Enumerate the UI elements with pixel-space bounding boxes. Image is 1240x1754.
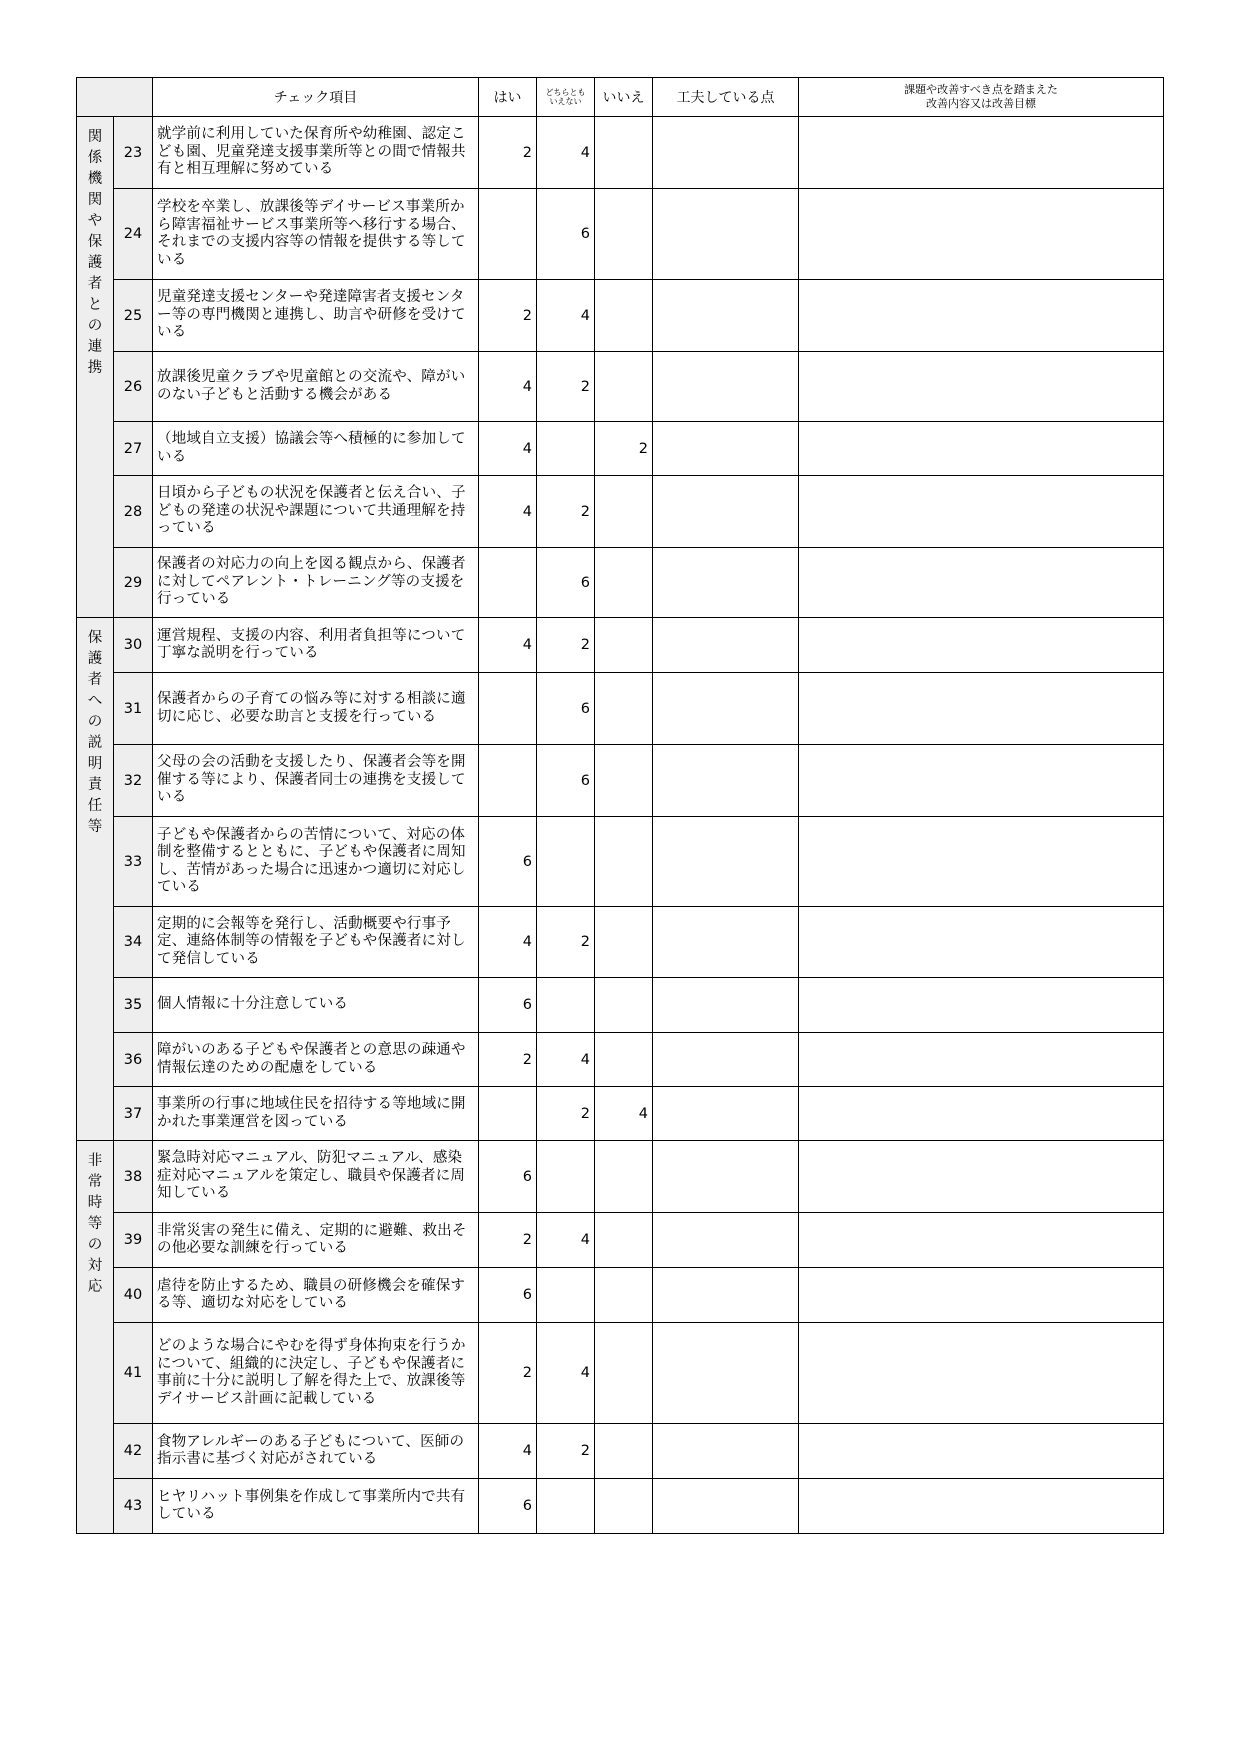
neither-count: 2 xyxy=(537,907,595,978)
improvement-cell xyxy=(799,476,1164,548)
no-count xyxy=(595,1479,653,1534)
header-check-item: チェック項目 xyxy=(153,78,479,117)
header-neither xyxy=(537,78,595,117)
yes-count xyxy=(479,189,537,280)
check-item-text: 子どもや保護者からの苦情について、対応の体制を整備するとともに、子どもや保護者に周知し、苦情があった場合に迅速かつ適切に対応している xyxy=(153,817,479,907)
table-row xyxy=(77,280,1164,352)
ingenuity-cell xyxy=(653,907,799,978)
yes-count: 4 xyxy=(479,907,537,978)
yes-count: 4 xyxy=(479,352,537,422)
no-count xyxy=(595,978,653,1033)
table-row xyxy=(77,907,1164,978)
item-number: 24 xyxy=(114,189,153,280)
check-item-text: 保護者からの子育ての悩み等に対する相談に適切に応じ、必要な助言と支援を行っている xyxy=(153,673,479,745)
neither-count xyxy=(537,1141,595,1213)
header-neither-line1: どちらとも xyxy=(545,88,586,97)
no-count xyxy=(595,907,653,978)
ingenuity-cell xyxy=(653,817,799,907)
item-number: 28 xyxy=(114,476,153,548)
check-item-text: 保護者の対応力の向上を図る観点から、保護者に対してペアレント・トレーニング等の支援を行っている xyxy=(153,548,479,618)
table-row xyxy=(77,1087,1164,1141)
improvement-cell xyxy=(799,352,1164,422)
improvement-cell xyxy=(799,618,1164,673)
ingenuity-cell xyxy=(653,422,799,476)
neither-count: 2 xyxy=(537,618,595,673)
category-cell xyxy=(77,1141,114,1534)
item-number: 38 xyxy=(114,1141,153,1213)
neither-count xyxy=(537,1479,595,1534)
ingenuity-cell xyxy=(653,673,799,745)
item-number: 30 xyxy=(114,618,153,673)
ingenuity-cell xyxy=(653,352,799,422)
neither-count: 2 xyxy=(537,476,595,548)
improvement-cell xyxy=(799,548,1164,618)
item-number: 27 xyxy=(114,422,153,476)
neither-count: 4 xyxy=(537,117,595,189)
item-number: 31 xyxy=(114,673,153,745)
improvement-cell xyxy=(799,1323,1164,1424)
ingenuity-cell xyxy=(653,189,799,280)
improvement-cell xyxy=(799,817,1164,907)
yes-count: 2 xyxy=(479,1033,537,1087)
ingenuity-cell xyxy=(653,1087,799,1141)
category-label: 非常時等の対応 xyxy=(87,1153,103,1295)
no-count xyxy=(595,673,653,745)
check-item-text: 障がいのある子どもや保護者との意思の疎通や情報伝達のための配慮をしている xyxy=(153,1033,479,1087)
check-item-text: 緊急時対応マニュアル、防犯マニュアル、感染症対応マニュアルを策定し、職員や保護者に周知している xyxy=(153,1141,479,1213)
item-number: 33 xyxy=(114,817,153,907)
no-count xyxy=(595,745,653,817)
ingenuity-cell xyxy=(653,1141,799,1213)
table-row xyxy=(77,352,1164,422)
ingenuity-cell xyxy=(653,618,799,673)
improvement-cell xyxy=(799,1213,1164,1268)
yes-count: 4 xyxy=(479,618,537,673)
improvement-cell xyxy=(799,1424,1164,1479)
neither-count xyxy=(537,817,595,907)
yes-count: 6 xyxy=(479,1268,537,1323)
yes-count xyxy=(479,1087,537,1141)
check-item-text: 放課後児童クラブや児童館との交流や、障がいのない子どもと活動する機会がある xyxy=(153,352,479,422)
yes-count: 2 xyxy=(479,280,537,352)
table-row xyxy=(77,1424,1164,1479)
ingenuity-cell xyxy=(653,1424,799,1479)
table-row xyxy=(77,1268,1164,1323)
ingenuity-cell xyxy=(653,1213,799,1268)
item-number: 40 xyxy=(114,1268,153,1323)
check-item-text: 非常災害の発生に備え、定期的に避難、救出その他必要な訓練を行っている xyxy=(153,1213,479,1268)
no-count xyxy=(595,817,653,907)
no-count xyxy=(595,1213,653,1268)
category-label: 保護者への説明責任等 xyxy=(87,630,103,835)
neither-count xyxy=(537,978,595,1033)
check-item-text: 就学前に利用していた保育所や幼稚園、認定こども園、児童発達支援事業所等との間で情報共有と相互理解に努めている xyxy=(153,117,479,189)
header-improvement-line1: 課題や改善すべき点を踏まえた xyxy=(904,83,1058,96)
ingenuity-cell xyxy=(653,476,799,548)
category-cell xyxy=(77,618,114,1141)
improvement-cell xyxy=(799,189,1164,280)
no-count xyxy=(595,1323,653,1424)
no-count xyxy=(595,117,653,189)
no-count xyxy=(595,476,653,548)
check-item-text: （地域自立支援）協議会等へ積極的に参加している xyxy=(153,422,479,476)
item-number: 26 xyxy=(114,352,153,422)
table-row xyxy=(77,476,1164,548)
yes-count: 6 xyxy=(479,1479,537,1534)
header-ingenuity: 工夫している点 xyxy=(653,78,799,117)
ingenuity-cell xyxy=(653,978,799,1033)
improvement-cell xyxy=(799,978,1164,1033)
table-body xyxy=(77,117,1164,1534)
check-item-text: 定期的に会報等を発行し、活動概要や行事予定、連絡体制等の情報を子どもや保護者に対して発信している xyxy=(153,907,479,978)
ingenuity-cell xyxy=(653,280,799,352)
ingenuity-cell xyxy=(653,117,799,189)
no-count xyxy=(595,1033,653,1087)
header-improvement-line2: 改善内容又は改善目標 xyxy=(926,97,1036,110)
no-count xyxy=(595,548,653,618)
table-row xyxy=(77,618,1164,673)
item-number: 36 xyxy=(114,1033,153,1087)
item-number: 23 xyxy=(114,117,153,189)
yes-count xyxy=(479,673,537,745)
table-row xyxy=(77,1033,1164,1087)
item-number: 43 xyxy=(114,1479,153,1534)
check-item-text: どのような場合にやむを得ず身体拘束を行うかについて、組織的に決定し、子どもや保護者に事前に十分に説明し了解を得た上で、放課後等デイサービス計画に記載している xyxy=(153,1323,479,1424)
item-number: 42 xyxy=(114,1424,153,1479)
item-number: 29 xyxy=(114,548,153,618)
no-count xyxy=(595,189,653,280)
improvement-cell xyxy=(799,673,1164,745)
yes-count: 6 xyxy=(479,817,537,907)
header-improvement xyxy=(799,78,1164,117)
check-item-text: 虐待を防止するため、職員の研修機会を確保する等、適切な対応をしている xyxy=(153,1268,479,1323)
evaluation-table xyxy=(76,77,1164,1534)
yes-count xyxy=(479,548,537,618)
neither-count xyxy=(537,1268,595,1323)
yes-count: 6 xyxy=(479,1141,537,1213)
ingenuity-cell xyxy=(653,548,799,618)
item-number: 25 xyxy=(114,280,153,352)
improvement-cell xyxy=(799,117,1164,189)
no-count xyxy=(595,618,653,673)
neither-count: 4 xyxy=(537,280,595,352)
check-item-text: 日頃から子どもの状況を保護者と伝え合い、子どもの発達の状況や課題について共通理解を持っている xyxy=(153,476,479,548)
no-count xyxy=(595,280,653,352)
ingenuity-cell xyxy=(653,745,799,817)
header-blank-cell xyxy=(77,78,153,117)
table-row xyxy=(77,1141,1164,1213)
item-number: 41 xyxy=(114,1323,153,1424)
header-row xyxy=(77,78,1164,117)
item-number: 37 xyxy=(114,1087,153,1141)
improvement-cell xyxy=(799,1479,1164,1534)
yes-count: 4 xyxy=(479,1424,537,1479)
no-count xyxy=(595,1141,653,1213)
item-number: 35 xyxy=(114,978,153,1033)
neither-count: 4 xyxy=(537,1033,595,1087)
improvement-cell xyxy=(799,422,1164,476)
yes-count: 4 xyxy=(479,422,537,476)
neither-count: 2 xyxy=(537,1087,595,1141)
neither-count: 2 xyxy=(537,352,595,422)
check-item-text: 事業所の行事に地域住民を招待する等地域に開かれた事業運営を図っている xyxy=(153,1087,479,1141)
ingenuity-cell xyxy=(653,1479,799,1534)
check-item-text: ヒヤリハット事例集を作成して事業所内で共有している xyxy=(153,1479,479,1534)
no-count xyxy=(595,352,653,422)
improvement-cell xyxy=(799,280,1164,352)
yes-count: 4 xyxy=(479,476,537,548)
table-row xyxy=(77,117,1164,189)
ingenuity-cell xyxy=(653,1323,799,1424)
check-item-text: 食物アレルギーのある子どもについて、医師の指示書に基づく対応がされている xyxy=(153,1424,479,1479)
item-number: 34 xyxy=(114,907,153,978)
neither-count: 6 xyxy=(537,189,595,280)
improvement-cell xyxy=(799,1268,1164,1323)
item-number: 32 xyxy=(114,745,153,817)
improvement-cell xyxy=(799,907,1164,978)
check-item-text: 個人情報に十分注意している xyxy=(153,978,479,1033)
improvement-cell xyxy=(799,745,1164,817)
header-no: いいえ xyxy=(595,78,653,117)
yes-count: 2 xyxy=(479,1213,537,1268)
no-count xyxy=(595,1424,653,1479)
table-row xyxy=(77,1323,1164,1424)
improvement-cell xyxy=(799,1033,1164,1087)
item-number: 39 xyxy=(114,1213,153,1268)
yes-count: 2 xyxy=(479,1323,537,1424)
neither-count: 6 xyxy=(537,673,595,745)
table-row xyxy=(77,673,1164,745)
improvement-cell xyxy=(799,1087,1164,1141)
neither-count: 6 xyxy=(537,548,595,618)
yes-count xyxy=(479,745,537,817)
neither-count: 2 xyxy=(537,1424,595,1479)
no-count xyxy=(595,1268,653,1323)
category-label: 関係機関や保護者との連携 xyxy=(87,129,103,376)
neither-count: 4 xyxy=(537,1213,595,1268)
neither-count: 4 xyxy=(537,1323,595,1424)
table-row xyxy=(77,745,1164,817)
check-item-text: 運営規程、支援の内容、利用者負担等について丁寧な説明を行っている xyxy=(153,618,479,673)
check-item-text: 父母の会の活動を支援したり、保護者会等を開催する等により、保護者同士の連携を支援している xyxy=(153,745,479,817)
ingenuity-cell xyxy=(653,1268,799,1323)
table-row xyxy=(77,422,1164,476)
improvement-cell xyxy=(799,1141,1164,1213)
yes-count: 2 xyxy=(479,117,537,189)
no-count: 2 xyxy=(595,422,653,476)
check-item-text: 児童発達支援センターや発達障害者支援センター等の専門機関と連携し、助言や研修を受けている xyxy=(153,280,479,352)
table-row xyxy=(77,817,1164,907)
table-row xyxy=(77,548,1164,618)
category-cell xyxy=(77,117,114,618)
neither-count: 6 xyxy=(537,745,595,817)
header-neither-line2: いえない xyxy=(549,97,582,106)
table-row xyxy=(77,1479,1164,1534)
ingenuity-cell xyxy=(653,1033,799,1087)
table-row xyxy=(77,1213,1164,1268)
neither-count xyxy=(537,422,595,476)
no-count: 4 xyxy=(595,1087,653,1141)
table-row xyxy=(77,978,1164,1033)
header-yes: はい xyxy=(479,78,537,117)
check-item-text: 学校を卒業し、放課後等デイサービス事業所から障害福祉サービス事業所等へ移行する場合、それまでの支援内容等の情報を提供する等している xyxy=(153,189,479,280)
yes-count: 6 xyxy=(479,978,537,1033)
table-row xyxy=(77,189,1164,280)
